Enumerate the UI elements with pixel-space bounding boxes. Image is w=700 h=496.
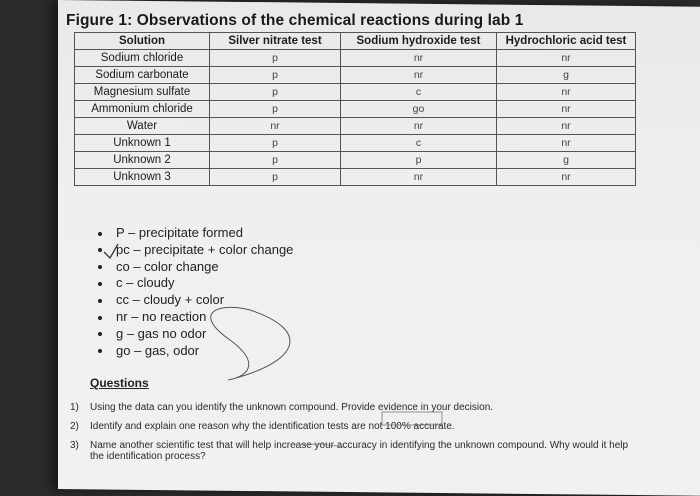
legend-item	[98, 326, 293, 343]
legend-item	[98, 292, 293, 309]
question-item	[70, 440, 630, 462]
solution-cell: Water	[75, 118, 210, 135]
table-row	[75, 135, 636, 152]
legend-item	[98, 309, 293, 326]
question-text: Using the data can you identify the unknown compound. Provide evidence in your decision.	[90, 402, 494, 413]
legend-list	[98, 225, 293, 359]
silver-nitrate-cell: nr	[210, 118, 341, 135]
silver-nitrate-cell: p	[210, 101, 341, 118]
hydrochloric-acid-cell: nr	[497, 169, 636, 186]
silver-nitrate-cell: p	[210, 135, 341, 152]
hydrochloric-acid-cell: g	[497, 67, 636, 84]
legend-item	[98, 275, 293, 292]
sodium-hydroxide-cell: nr	[341, 118, 497, 135]
legend-item	[98, 225, 293, 242]
silver-nitrate-cell: p	[210, 169, 341, 186]
table-row	[75, 84, 636, 101]
bullet-icon	[98, 282, 102, 286]
legend-text: co – color change	[116, 258, 219, 274]
question-number: 3)	[70, 440, 79, 451]
silver-nitrate-cell: p	[210, 50, 341, 67]
legend-item	[98, 259, 293, 276]
bullet-icon	[98, 248, 102, 252]
hydrochloric-acid-cell: nr	[497, 118, 636, 135]
table-row	[75, 50, 636, 67]
sodium-hydroxide-cell: c	[341, 84, 497, 101]
column-header: Solution	[75, 33, 210, 50]
legend-text: cc – cloudy + color	[116, 292, 225, 308]
bullet-icon	[98, 349, 102, 353]
column-header: Sodium hydroxide test	[341, 33, 497, 50]
legend-text: P – precipitate formed	[116, 225, 243, 240]
question-item	[70, 402, 630, 413]
bullet-icon	[98, 265, 102, 269]
hydrochloric-acid-cell: nr	[497, 101, 636, 118]
question-item	[70, 421, 630, 432]
solution-cell: Unknown 2	[75, 152, 210, 169]
solution-cell: Unknown 1	[75, 135, 210, 152]
table-header-row	[75, 33, 636, 50]
solution-cell: Unknown 3	[75, 169, 210, 186]
sodium-hydroxide-cell: p	[341, 152, 497, 169]
legend-item	[98, 343, 293, 360]
legend-text: nr – no reaction	[116, 308, 207, 324]
solution-cell: Sodium carbonate	[75, 67, 210, 84]
bullet-icon	[98, 332, 102, 336]
legend-text: c – cloudy	[116, 275, 175, 291]
questions-heading: Questions	[90, 376, 149, 390]
sodium-hydroxide-cell: nr	[341, 169, 497, 186]
legend-text: go – gas, odor	[116, 342, 200, 358]
table-row	[75, 169, 636, 186]
question-number: 1)	[70, 402, 79, 413]
solution-cell: Sodium chloride	[75, 50, 210, 67]
figure-title: Figure 1: Observations of the chemical reactions during lab 1	[66, 12, 524, 29]
hydrochloric-acid-cell: g	[497, 152, 636, 169]
legend-text: pc – precipitate + color change	[116, 241, 294, 257]
observations-table	[74, 32, 636, 186]
hydrochloric-acid-cell: nr	[497, 135, 636, 152]
table-row	[75, 152, 636, 169]
table-row	[75, 67, 636, 84]
legend-text: g – gas no odor	[116, 325, 207, 341]
bullet-icon	[98, 232, 102, 236]
question-number: 2)	[70, 421, 79, 432]
column-header: Silver nitrate test	[210, 33, 341, 50]
sodium-hydroxide-cell: go	[341, 101, 497, 118]
solution-cell: Ammonium chloride	[75, 101, 210, 118]
silver-nitrate-cell: p	[210, 84, 341, 101]
silver-nitrate-cell: p	[210, 152, 341, 169]
hydrochloric-acid-cell: nr	[497, 50, 636, 67]
column-header: Hydrochloric acid test	[497, 33, 636, 50]
question-text: Name another scientific test that will help increase your accuracy in identifying the unknown compound. Why would it help the identification process?	[90, 440, 629, 462]
sodium-hydroxide-cell: nr	[341, 50, 497, 67]
question-text: Identify and explain one reason why the identification tests are not 100% accurate.	[90, 421, 455, 432]
table-row	[75, 118, 636, 135]
silver-nitrate-cell: p	[210, 67, 341, 84]
legend-item	[98, 242, 293, 259]
sodium-hydroxide-cell: c	[341, 135, 497, 152]
sodium-hydroxide-cell: nr	[341, 67, 497, 84]
table-row	[75, 101, 636, 118]
questions-list	[70, 402, 630, 470]
bullet-icon	[98, 299, 102, 303]
hydrochloric-acid-cell: nr	[497, 84, 636, 101]
bullet-icon	[98, 316, 102, 320]
solution-cell: Magnesium sulfate	[75, 84, 210, 101]
